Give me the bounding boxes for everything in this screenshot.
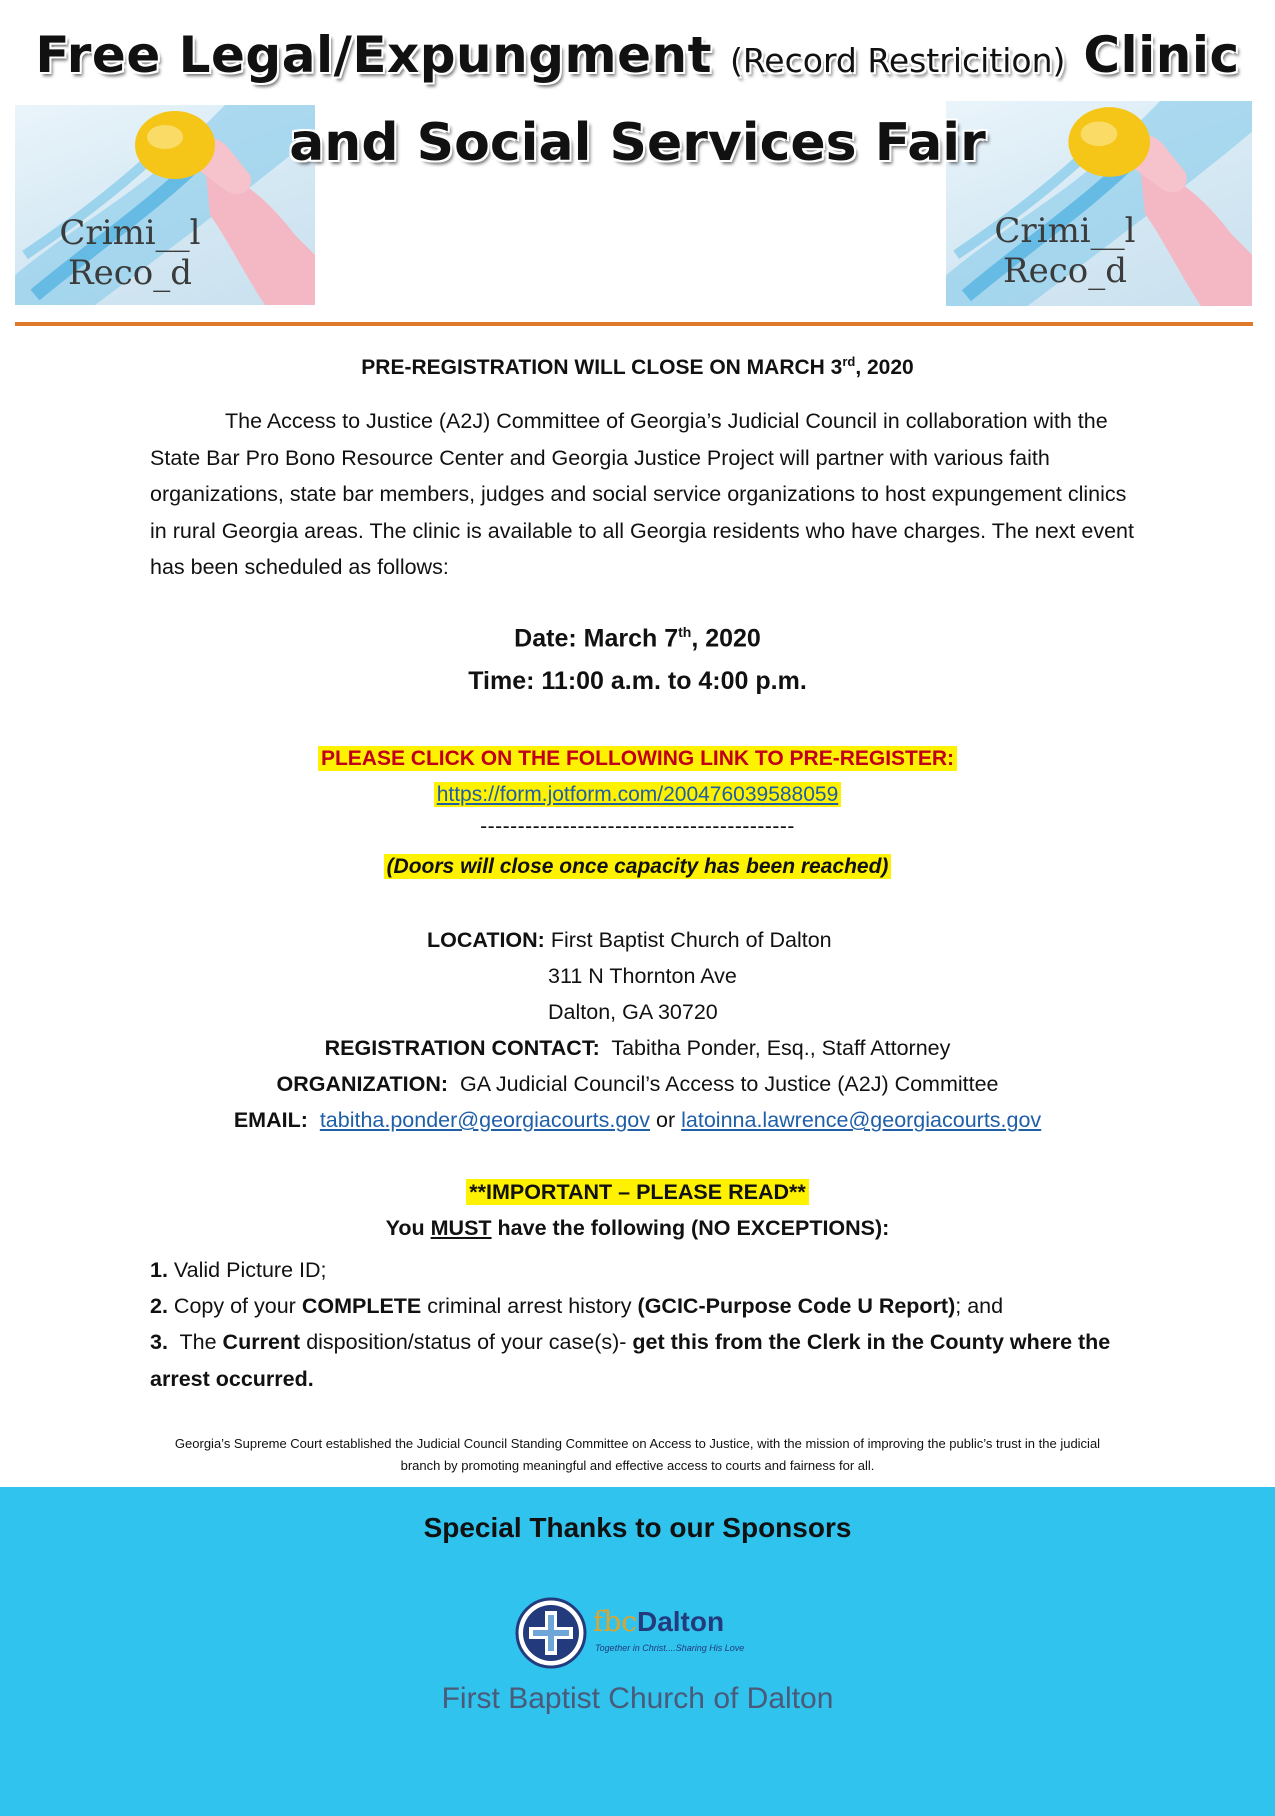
- event-date: Date: March 7th, 2020: [514, 624, 761, 653]
- location-name: First Baptist Church of Dalton: [550, 928, 832, 952]
- capacity-notice: (Doors will close once capacity has been reached): [0, 855, 1275, 879]
- criminal-record-image-text: Crimi__l Reco_d: [994, 211, 1136, 291]
- location-label: LOCATION:: [427, 928, 545, 952]
- preregister-instruction: PLEASE CLICK ON THE FOLLOWING LINK TO PRE-REGISTER:: [0, 747, 1275, 771]
- header-divider: [15, 322, 1253, 326]
- sponsor-section: [0, 1487, 1275, 1816]
- mission-statement: Georgia’s Supreme Court established the Judicial Council Standing Committee on Access to Justice, with the mission of improving the public’s trust in the judicial branch by promoting meaningful and effective access to courts and fairness for all.: [174, 1436, 1101, 1473]
- requirement-item: 1. Valid Picture ID;: [150, 1258, 327, 1282]
- flyer-title-line-2: and Social Services Fair: [289, 113, 986, 173]
- title-main: Free Legal/Expungment: [35, 26, 713, 84]
- event-time: Time: 11:00 a.m. to 4:00 p.m.: [468, 667, 807, 695]
- title-end: Clinic: [1083, 26, 1240, 84]
- logo-wordmark: fbcDalton: [593, 1605, 725, 1638]
- church-cross-icon: [515, 1597, 587, 1669]
- criminal-record-image-text: Crimi__l Reco_d: [59, 213, 201, 293]
- email-row: EMAIL: tabitha.ponder@georgiacourts.gov or latoinna.lawrence@georgiacourts.gov: [233, 1108, 1042, 1132]
- requirement-item: 2. Copy of your COMPLETE criminal arrest history (GCIC-Purpose Code U Report); and: [150, 1294, 1004, 1318]
- flyer-title-line-1: [0, 26, 1275, 84]
- preregister-link[interactable]: https://form.jotform.com/200476039588059: [436, 783, 839, 806]
- sponsors-heading: Special Thanks to our Sponsors: [423, 1512, 852, 1543]
- preregistration-deadline: PRE-REGISTRATION WILL CLOSE ON MARCH 3rd, 2020: [361, 354, 914, 379]
- requirements-heading: You MUST have the following (NO EXCEPTIONS):: [385, 1216, 890, 1240]
- sponsor-name: First Baptist Church of Dalton: [441, 1682, 834, 1715]
- title-paren: (Record Restricition): [729, 41, 1066, 80]
- email-link-primary[interactable]: tabitha.ponder@georgiacourts.gov: [319, 1108, 651, 1132]
- location-street: 311 N Thornton Ave: [548, 964, 737, 988]
- fbc-dalton-logo: [515, 1597, 775, 1677]
- organization: ORGANIZATION: GA Judicial Council’s Access to Justice (A2J) Committee: [276, 1072, 999, 1096]
- registration-contact: REGISTRATION CONTACT: Tabitha Ponder, Esq., Staff Attorney: [324, 1036, 951, 1060]
- intro-paragraph: The Access to Justice (A2J) Committee of Georgia’s Judicial Council in collaboration with the State Bar Pro Bono Resource Center and Georgia Justice Project will partner with various faith organizations, state bar members, judges and social service organizations to host expungement clinics in rural Georgia areas. The clinic is available to all Georgia residents who have charges. The next event has been scheduled as follows:: [150, 409, 1134, 579]
- email-link-secondary[interactable]: latoinna.lawrence@georgiacourts.gov: [681, 1108, 1042, 1132]
- preregister-link-row: [0, 783, 1275, 807]
- important-heading: **IMPORTANT – PLEASE READ**: [0, 1180, 1275, 1205]
- location-city: Dalton, GA 30720: [548, 1000, 718, 1024]
- location-row: [427, 928, 832, 953]
- requirement-item: 3. The Current disposition/status of your case(s)- get this from the Clerk in the County where the arrest occurred.: [150, 1330, 1111, 1391]
- logo-tagline: Together in Christ....Sharing His Love: [595, 1643, 745, 1653]
- divider-dashes: ------------------------------------------: [480, 815, 795, 838]
